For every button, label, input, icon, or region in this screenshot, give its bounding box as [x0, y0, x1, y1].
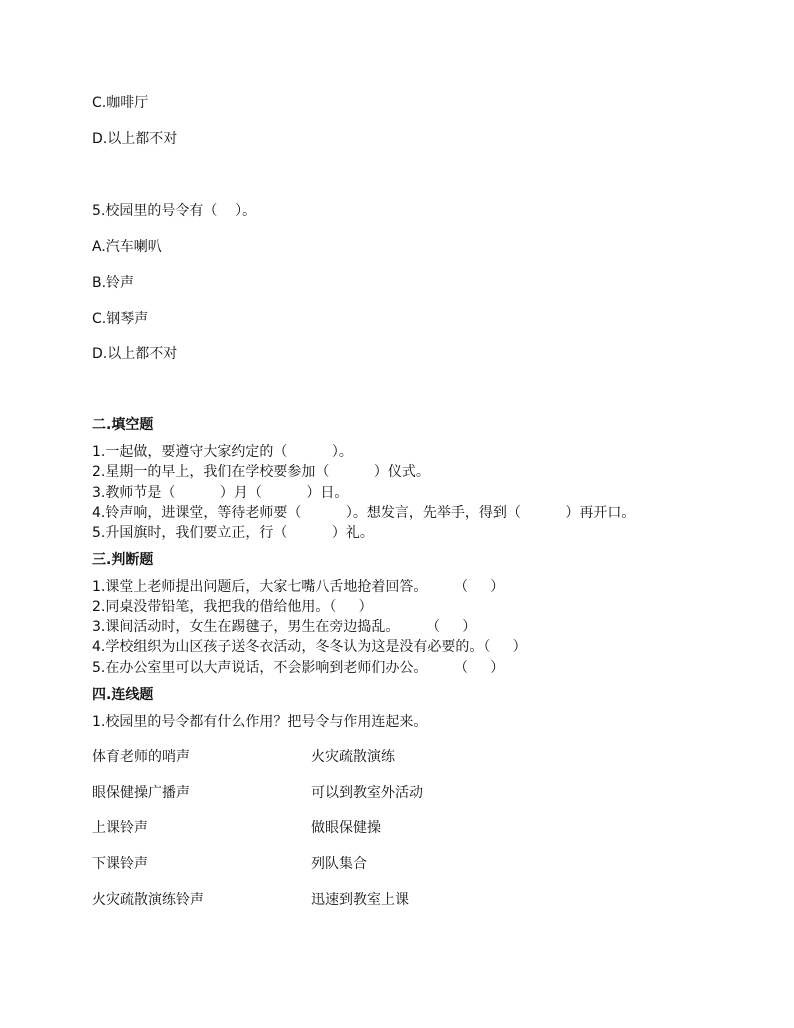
match-right-3: 做眼保健操	[311, 820, 381, 836]
q5-stem: 5.校园里的号令有（ ）。	[92, 203, 257, 219]
fill-item-2: 2.星期一的早上，我们在学校要参加（ ）仪式。	[92, 464, 430, 480]
q5-option-a: A.汽车喇叭	[92, 239, 162, 255]
q4-option-c: C.咖啡厅	[92, 95, 149, 111]
match-right-4: 列队集合	[311, 856, 367, 872]
section4-title: 四.连线题	[92, 687, 154, 703]
match-right-2: 可以到教室外活动	[311, 785, 423, 801]
judge-item-4: 4.学校组织为山区孩子送冬衣活动，冬冬认为这是没有必要的。（ ）	[92, 639, 527, 655]
fill-item-1: 1.一起做，要遵守大家约定的（ ）。	[92, 444, 353, 460]
fill-item-3: 3.教师节是（ ）月（ ）日。	[92, 485, 349, 501]
section2-title: 二.填空题	[92, 417, 154, 433]
judge-item-2: 2.同桌没带铅笔，我把我的借给他用。（ ）	[92, 599, 373, 615]
match-left-1: 体育老师的哨声	[92, 749, 190, 765]
fill-item-4: 4.铃声响，进课堂，等待老师要（ ）。想发言，先举手，得到（ ）再开口。	[92, 505, 636, 521]
match-right-5: 迅速到教室上课	[311, 892, 409, 908]
q4-option-d: D.以上都不对	[92, 131, 178, 147]
fill-item-5: 5.升国旗时，我们要立正，行（ ）礼。	[92, 525, 374, 541]
match-right-1: 火灾疏散演练	[311, 749, 395, 765]
q5-option-c: C.钢琴声	[92, 311, 149, 327]
q5-option-b: B.铃声	[92, 275, 135, 291]
match-left-2: 眼保健操广播声	[92, 785, 190, 801]
match-question: 1.校园里的号令都有什么作用？把号令与作用连起来。	[92, 714, 428, 730]
match-left-3: 上课铃声	[92, 820, 148, 836]
judge-item-5: 5.在办公室里可以大声说话，不会影响到老师们办公。 （ ）	[92, 660, 505, 676]
judge-item-3: 3.课间活动时，女生在踢毽子，男生在旁边捣乱。 （ ）	[92, 619, 477, 635]
match-left-4: 下课铃声	[92, 856, 148, 872]
judge-item-1: 1.课堂上老师提出问题后，大家七嘴八舌地抢着回答。 （ ）	[92, 579, 505, 595]
q5-option-d: D.以上都不对	[92, 346, 178, 362]
match-left-5: 火灾疏散演练铃声	[92, 892, 204, 908]
section3-title: 三.判断题	[92, 552, 154, 568]
